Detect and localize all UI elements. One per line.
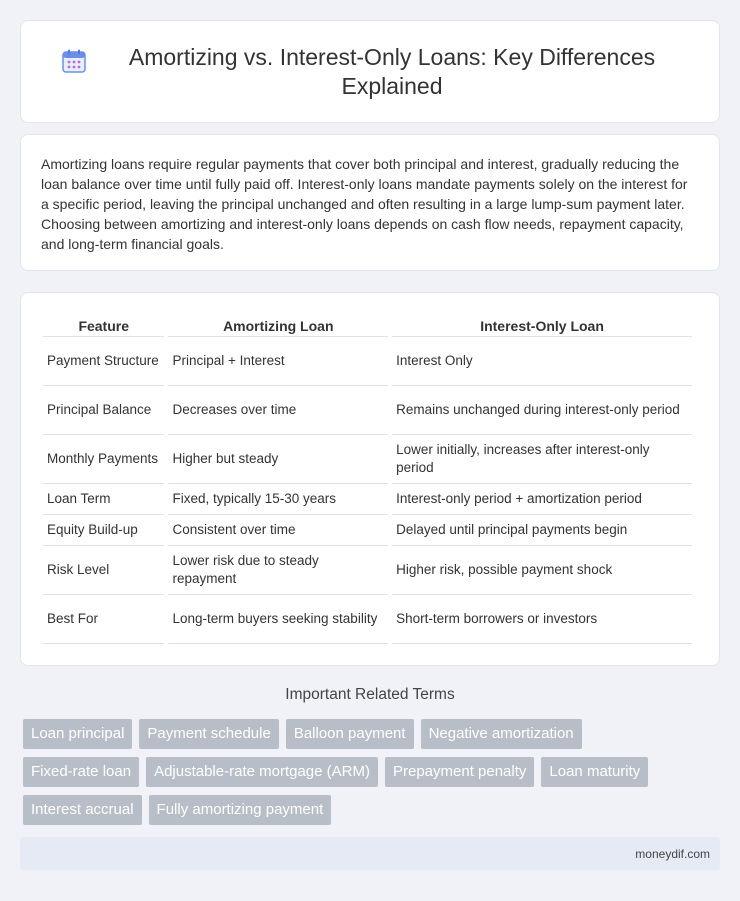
tag-loan-principal[interactable]: Loan principal	[23, 719, 132, 749]
cell-amortizing: Consistent over time	[168, 515, 388, 546]
table-row	[43, 435, 692, 484]
table-row	[43, 484, 692, 515]
cell-feature: Payment Structure	[43, 337, 164, 386]
tag-balloon-payment[interactable]: Balloon payment	[286, 719, 414, 749]
table-row	[43, 386, 692, 435]
cell-feature: Principal Balance	[43, 386, 164, 435]
tag-loan-maturity[interactable]: Loan maturity	[541, 757, 648, 787]
cell-feature: Risk Level	[43, 546, 164, 595]
comparison-table-card	[20, 292, 720, 666]
tag-interest-accrual[interactable]: Interest accrual	[23, 795, 142, 825]
cell-amortizing: Long-term buyers seeking stability	[168, 595, 388, 644]
cell-interest-only: Remains unchanged during interest-only period	[392, 386, 692, 435]
cell-interest-only: Interest-only period + amortization period	[392, 484, 692, 515]
footer-site[interactable]: moneydif.com	[635, 846, 710, 861]
intro-paragraph: Amortizing loans require regular payments that cover both principal and interest, gradually reducing the loan balance over time until fully paid off. Interest-only loans mandate payments solely on the interest for a specific period, leaving the principal unchanged and often resulting in a large lump-sum payment later. Choosing between amortizing and interest-only loans depends on cash flow needs, repayment capacity, and long-term financial goals.	[41, 156, 688, 252]
title-wrap	[60, 43, 680, 101]
footer	[20, 837, 720, 870]
related-terms-title: Important Related Terms	[285, 686, 455, 703]
cell-amortizing: Lower risk due to steady repayment	[168, 546, 388, 595]
intro-card	[20, 134, 720, 271]
tag-prepayment-penalty[interactable]: Prepayment penalty	[385, 757, 534, 787]
page-title: Amortizing vs. Interest-Only Loans: Key Differences Explained	[128, 43, 656, 99]
cell-amortizing: Decreases over time	[168, 386, 388, 435]
related-terms-tags	[23, 719, 723, 833]
cell-amortizing: Higher but steady	[168, 435, 388, 484]
table-row	[43, 515, 692, 546]
cell-interest-only: Higher risk, possible payment shock	[392, 546, 692, 595]
cell-amortizing: Principal + Interest	[168, 337, 388, 386]
cell-feature: Best For	[43, 595, 164, 644]
table-row	[43, 595, 692, 644]
tag-arm[interactable]: Adjustable-rate mortgage (ARM)	[146, 757, 378, 787]
tag-negative-amortization[interactable]: Negative amortization	[421, 719, 582, 749]
tag-payment-schedule[interactable]: Payment schedule	[139, 719, 278, 749]
header-amortizing: Amortizing Loan	[168, 313, 388, 337]
table-row	[43, 546, 692, 595]
table-row	[43, 337, 692, 386]
cell-feature: Monthly Payments	[43, 435, 164, 484]
tag-row	[23, 719, 723, 749]
cell-interest-only: Lower initially, increases after interest-only period	[392, 435, 692, 484]
cell-interest-only: Delayed until principal payments begin	[392, 515, 692, 546]
cell-interest-only: Short-term borrowers or investors	[392, 595, 692, 644]
cell-feature: Equity Build-up	[43, 515, 164, 546]
cell-amortizing: Fixed, typically 15-30 years	[168, 484, 388, 515]
tag-fixed-rate-loan[interactable]: Fixed-rate loan	[23, 757, 139, 787]
tag-row	[23, 757, 723, 787]
header-feature: Feature	[43, 313, 164, 337]
cell-feature: Loan Term	[43, 484, 164, 515]
comparison-table	[39, 313, 696, 644]
table-header-row	[43, 313, 692, 337]
tag-fully-amortizing-payment[interactable]: Fully amortizing payment	[149, 795, 332, 825]
cell-interest-only: Interest Only	[392, 337, 692, 386]
title-card	[20, 20, 720, 123]
calendar-icon	[60, 47, 88, 75]
header-interest-only: Interest-Only Loan	[392, 313, 692, 337]
tag-row	[23, 795, 723, 825]
